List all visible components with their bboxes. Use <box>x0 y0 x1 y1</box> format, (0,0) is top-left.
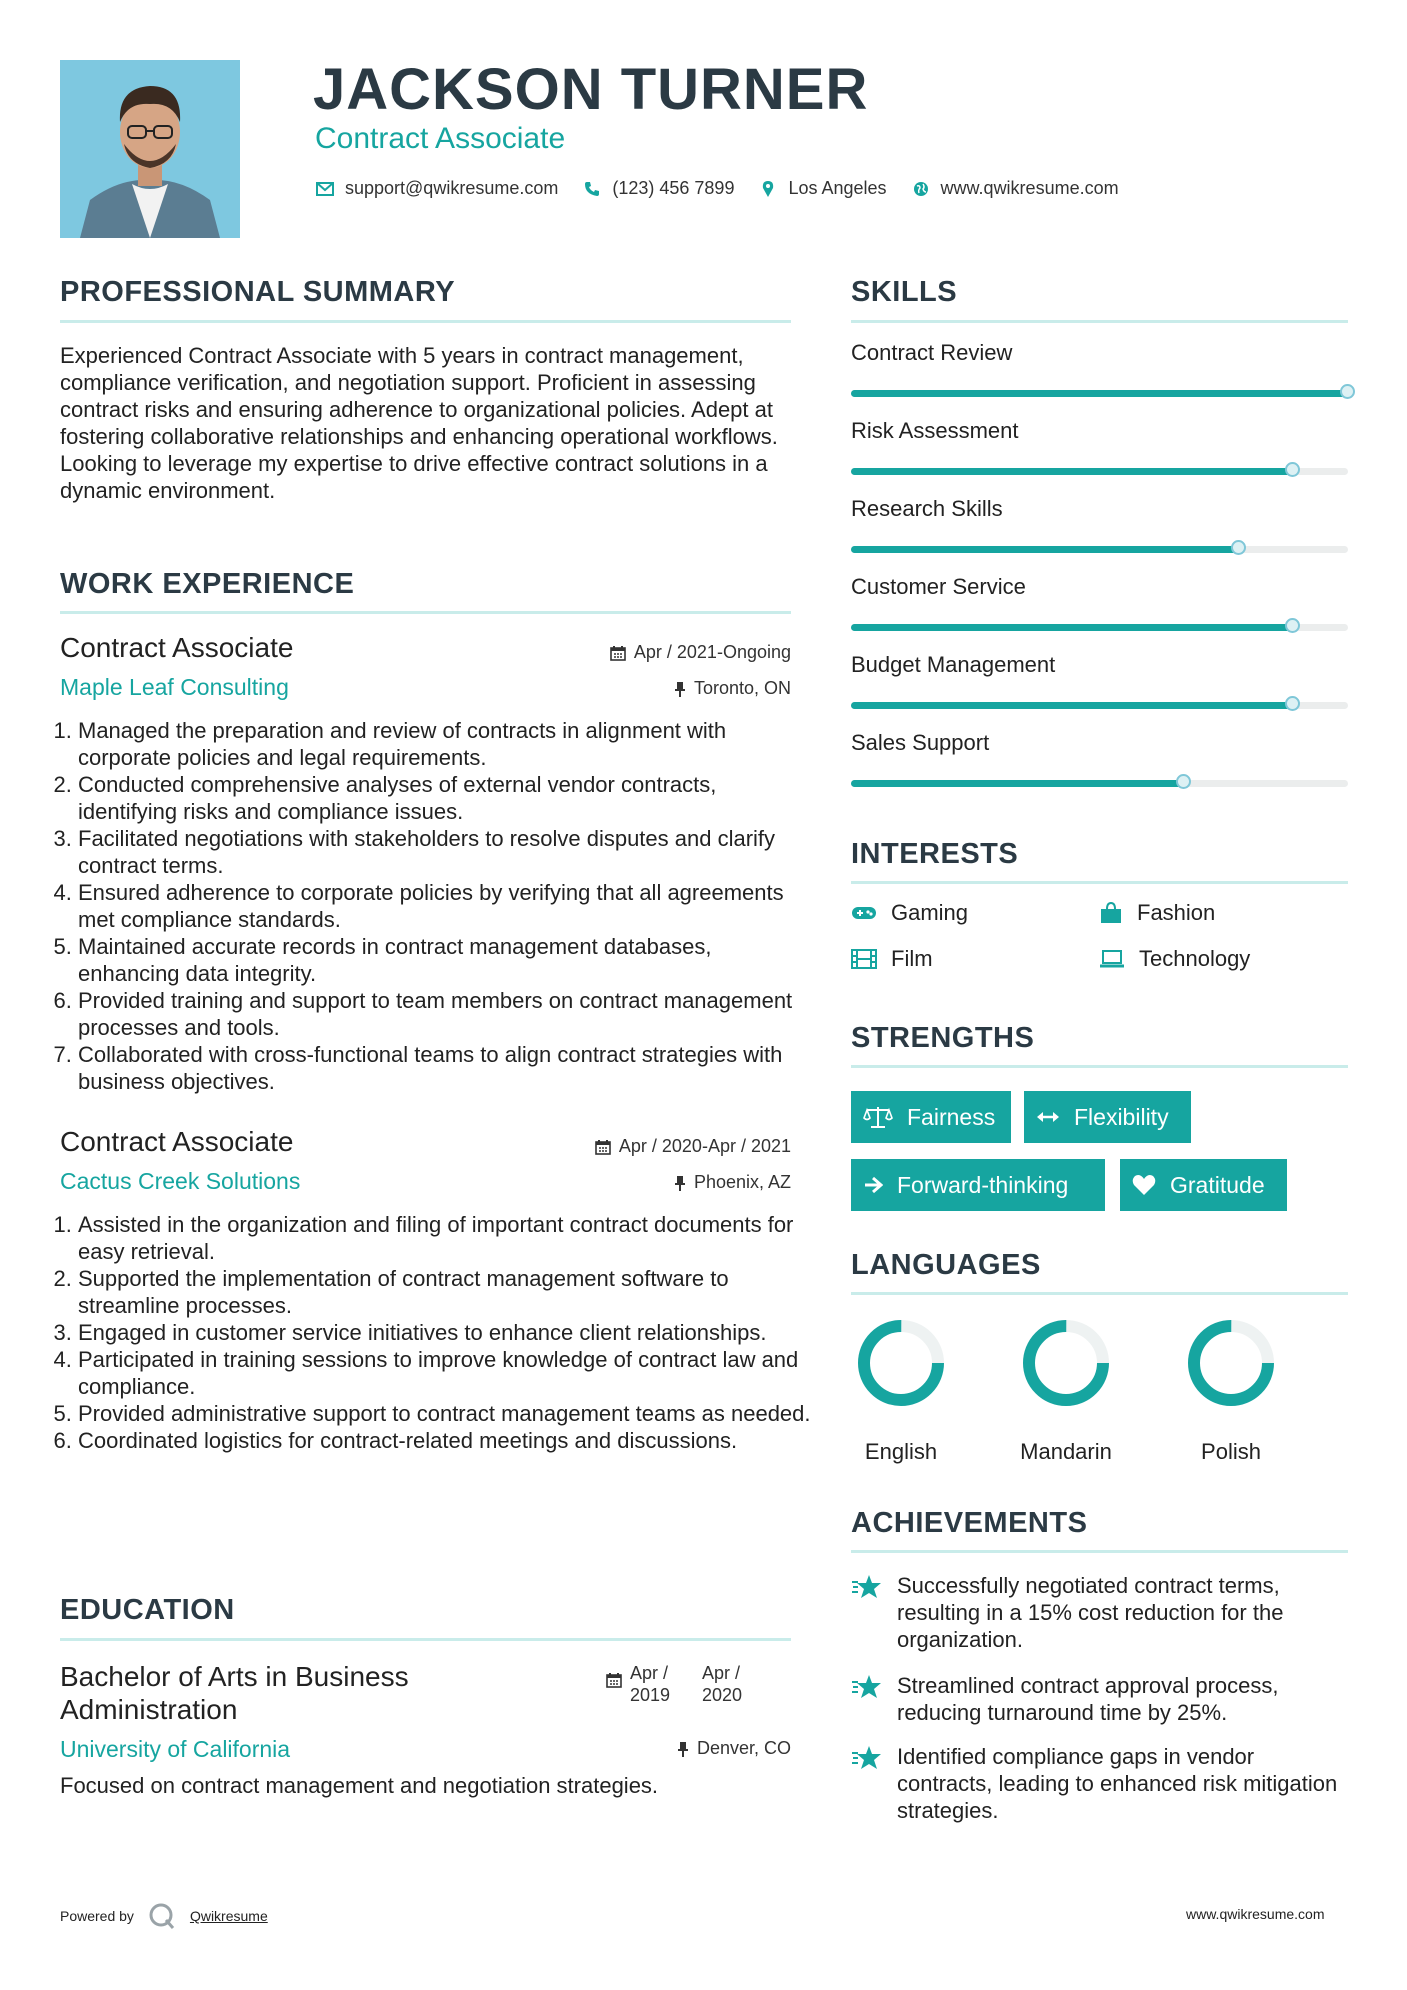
divider <box>851 1065 1348 1068</box>
languages-list <box>851 1318 1348 1468</box>
language-name: English <box>864 1439 938 1464</box>
strength-badge <box>851 1159 1105 1211</box>
phone-icon <box>582 179 602 199</box>
skill-name: Customer Service <box>851 574 1026 599</box>
interest-label: Technology <box>1139 946 1251 971</box>
language-name: Polish <box>1201 1439 1261 1464</box>
achievement-text: Identified compliance gaps in vendor contracts, leading to enhanced risk mitigation strategies. <box>897 1744 1338 1823</box>
skills-list <box>851 340 1348 800</box>
section-title-summary: PROFESSIONAL SUMMARY <box>60 276 456 308</box>
arrows-horizontal-icon <box>1036 1110 1060 1124</box>
achievement-item <box>851 1743 1348 1824</box>
section-title-achievements: ACHIEVEMENTS <box>851 1507 1088 1539</box>
map-marker-icon <box>758 179 778 199</box>
skill-bar-track <box>851 780 1348 787</box>
skill-bar-knob <box>1340 384 1355 399</box>
section-title-strengths: STRENGTHS <box>851 1022 1035 1054</box>
divider <box>60 320 791 323</box>
section-title-skills: SKILLS <box>851 276 958 308</box>
calendar-icon <box>595 1139 611 1155</box>
skill-bar-track <box>851 390 1348 397</box>
contact-bar <box>315 178 1133 199</box>
language-ring <box>1171 1318 1291 1418</box>
language-ring <box>1006 1318 1126 1418</box>
footer-url[interactable]: www.qwikresume.com <box>1186 1906 1325 1922</box>
list-item: 3. Facilitated negotiations with stakeholders to resolve disputes and clarify contract terms. <box>78 825 813 879</box>
interest-label: Gaming <box>891 900 969 925</box>
strength-badge <box>851 1091 1011 1143</box>
interest-item <box>1099 900 1215 926</box>
language-item <box>1171 1318 1291 1465</box>
language-item <box>841 1318 961 1465</box>
list-item: 4. Participated in training sessions to improve knowledge of contract law and compliance. <box>78 1346 813 1400</box>
education-description: Focused on contract management and negotiation strategies. <box>60 1773 659 1798</box>
skill-bar-knob <box>1176 774 1191 789</box>
language-ring <box>841 1318 961 1418</box>
strength-badge <box>1120 1159 1287 1211</box>
job-title: Contract Associate <box>60 1126 294 1157</box>
interest-item <box>851 900 968 926</box>
achievement-text: Streamlined contract approval process, reducing turnaround time by 25%. <box>897 1673 1279 1725</box>
list-item: 5. Maintained accurate records in contract management databases, enhancing data integrity. <box>78 933 813 987</box>
qwikresume-logo-icon <box>148 1902 176 1930</box>
strength-label: Gratitude <box>1170 1171 1265 1198</box>
profile-photo <box>60 60 240 238</box>
list-item: 6. Coordinated logistics for contract-related meetings and discussions. <box>78 1427 813 1454</box>
education-location <box>677 1738 791 1759</box>
candidate-name: JACKSON TURNER <box>313 57 869 122</box>
divider <box>851 1292 1348 1295</box>
contact-email[interactable]: support@qwikresume.com <box>345 178 559 198</box>
star-badge-icon <box>851 1674 883 1700</box>
education-date-start: Apr / 2019 <box>630 1663 671 1705</box>
job-date-text: Apr / 2021-Ongoing <box>633 642 791 662</box>
skill-bar-fill <box>851 390 1348 397</box>
list-item: 2. Supported the implementation of contract management software to streamline processes. <box>78 1265 813 1319</box>
calendar-icon <box>610 645 626 661</box>
education-location-text: Denver, CO <box>696 1738 791 1758</box>
pushpin-icon <box>674 1175 686 1191</box>
interest-item <box>851 946 933 972</box>
section-title-languages: LANGUAGES <box>851 1249 1041 1281</box>
list-item: 5. Provided administrative support to contract management teams as needed. <box>78 1400 813 1427</box>
list-item: 7. Collaborated with cross-functional teams to align contract strategies with business objectives. <box>78 1041 813 1095</box>
skill-bar-fill <box>851 624 1293 631</box>
skill-name: Sales Support <box>851 730 990 755</box>
gamepad-icon <box>851 904 877 922</box>
envelope-icon <box>315 179 335 199</box>
list-item: 1. Assisted in the organization and filing of important contract documents for easy retrieval. <box>78 1211 813 1265</box>
candidate-role: Contract Associate <box>315 122 566 155</box>
job-location <box>674 1172 791 1193</box>
interest-item <box>1099 946 1250 972</box>
job-date-text: Apr / 2020-Apr / 2021 <box>618 1136 791 1156</box>
strength-label: Forward-thinking <box>897 1171 1069 1198</box>
arrow-right-icon <box>863 1175 883 1195</box>
summary-text: Experienced Contract Associate with 5 years in contract management, compliance verification, and negotiation support. Proficient in assessing contract risks and ensuring adherence to organizational policies. Adept at fostering collaborative relationships and enhancing operational workflows. Looking to leverage my expertise to drive effective contract solutions in a dynamic environment. <box>60 343 778 503</box>
skill-bar-fill <box>851 780 1184 787</box>
pushpin-icon <box>677 1741 689 1757</box>
skill-bar-knob <box>1285 696 1300 711</box>
job-title: Contract Associate <box>60 632 294 663</box>
globe-icon <box>911 179 931 199</box>
skill-bar-knob <box>1285 618 1300 633</box>
contact-phone[interactable]: (123) 456 7899 <box>612 178 735 198</box>
language-item <box>1006 1318 1126 1465</box>
contact-location: Los Angeles <box>788 178 887 198</box>
strength-label: Fairness <box>907 1103 996 1130</box>
skill-name: Research Skills <box>851 496 1003 521</box>
skill-bar-track <box>851 624 1348 631</box>
footer-powered <box>60 1902 268 1930</box>
skill-bar-track <box>851 702 1348 709</box>
skill-name: Contract Review <box>851 340 1013 365</box>
section-title-experience: WORK EXPERIENCE <box>60 568 355 600</box>
balance-scale-icon <box>863 1105 893 1129</box>
skill-bar-fill <box>851 702 1293 709</box>
list-item: 6. Provided training and support to team members on contract management processes and tools. <box>78 987 813 1041</box>
company-name: Maple Leaf Consulting <box>60 674 289 700</box>
education-date <box>606 1662 752 1706</box>
powered-by-label: Powered by <box>60 1908 134 1924</box>
list-item: 3. Engaged in customer service initiatives to enhance client relationships. <box>78 1319 813 1346</box>
job-location-text: Phoenix, AZ <box>693 1172 791 1192</box>
section-title-education: EDUCATION <box>60 1594 235 1626</box>
list-item: 2. Conducted comprehensive analyses of external vendor contracts, identifying risks and compliance issues. <box>78 771 813 825</box>
shopping-bag-icon <box>1099 902 1123 924</box>
laptop-icon <box>1099 949 1125 969</box>
job-date <box>595 1136 791 1157</box>
calendar-icon <box>606 1672 622 1688</box>
skill-bar-fill <box>851 546 1239 553</box>
heart-icon <box>1132 1174 1156 1196</box>
interest-label: Fashion <box>1137 900 1216 925</box>
list-item: 4. Ensured adherence to corporate policies by verifying that all agreements met compliance standards. <box>78 879 813 933</box>
skill-bar-knob <box>1231 540 1246 555</box>
language-name: Mandarin <box>1020 1439 1112 1464</box>
divider <box>60 1638 791 1641</box>
skill-bar-fill <box>851 468 1293 475</box>
job-date <box>610 642 791 663</box>
divider <box>851 881 1348 884</box>
job-location <box>674 678 791 699</box>
skill-bar-track <box>851 468 1348 475</box>
duty-list <box>60 1211 813 1454</box>
contact-website[interactable]: www.qwikresume.com <box>940 178 1119 198</box>
star-badge-icon <box>851 1745 883 1771</box>
duty-list <box>60 717 813 1095</box>
achievement-item <box>851 1672 1348 1726</box>
divider <box>851 1550 1348 1553</box>
section-title-interests: INTERESTS <box>851 838 1019 870</box>
film-icon <box>851 949 877 969</box>
pushpin-icon <box>674 681 686 697</box>
education-date-end: Apr / 2020 <box>702 1663 743 1705</box>
skill-bar-knob <box>1285 462 1300 477</box>
divider <box>60 611 791 614</box>
skill-bar-track <box>851 546 1348 553</box>
achievement-item <box>851 1572 1348 1653</box>
star-badge-icon <box>851 1574 883 1600</box>
skill-name: Risk Assessment <box>851 418 1019 443</box>
divider <box>851 320 1348 323</box>
company-name: Cactus Creek Solutions <box>60 1168 301 1194</box>
job-location-text: Toronto, ON <box>693 678 791 698</box>
degree-title: Bachelor of Arts in Business Administration <box>60 1661 409 1725</box>
interest-label: Film <box>891 946 933 971</box>
strength-label: Flexibility <box>1074 1103 1169 1130</box>
strength-badge <box>1024 1091 1191 1143</box>
list-item: 1. Managed the preparation and review of contracts in alignment with corporate policies and legal requirements. <box>78 717 813 771</box>
achievement-text: Successfully negotiated contract terms, resulting in a 15% cost reduction for the organization. <box>897 1573 1284 1652</box>
brand-link[interactable]: Qwikresume <box>189 1908 268 1924</box>
school-name: University of California <box>60 1736 291 1762</box>
skill-name: Budget Management <box>851 652 1056 677</box>
